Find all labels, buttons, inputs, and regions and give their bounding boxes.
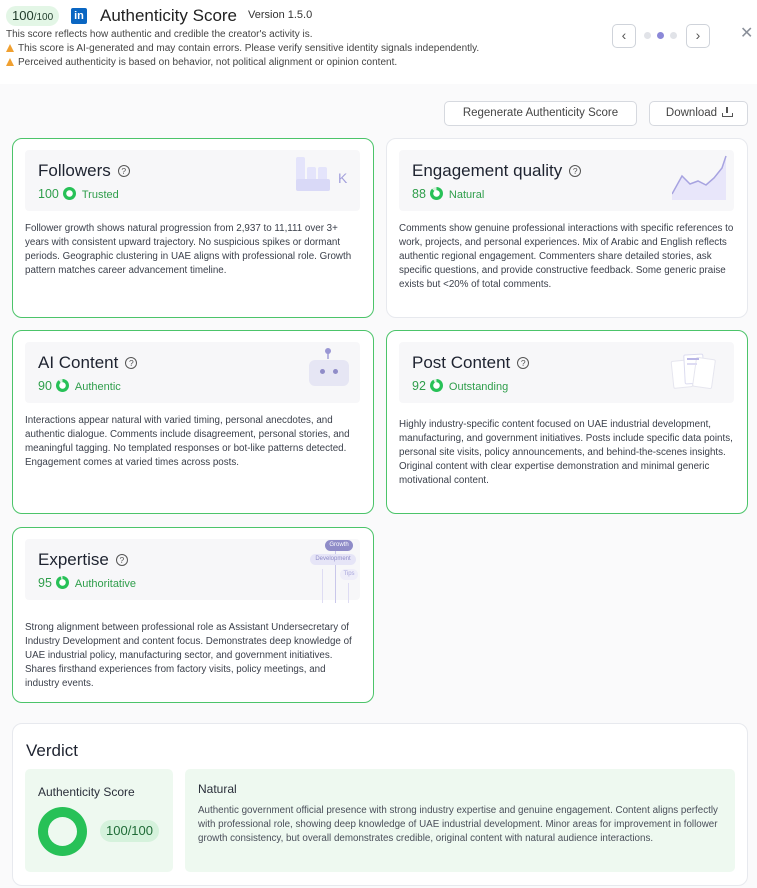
- card-header: [399, 342, 734, 403]
- card-score: [38, 187, 119, 202]
- robot-icon: [304, 350, 354, 388]
- pager-dot-2-active[interactable]: [657, 32, 664, 39]
- card-title-text: Post Content: [412, 353, 511, 372]
- score-description: This score reflects how authentic and credible the creator's activity is.: [6, 29, 313, 40]
- warning-text-2: Perceived authenticity is based on behavior, not political alignment or opinion content.: [18, 57, 398, 68]
- card-description: Comments show genuine professional interactions with specific references to work, projects, and personal experiences. Mix of Arabic and English reflects authentic regional engagement. Commenters share detailed stories, ask specific questions, and provide constructive feedback. Some generic praise exists but <20% of total comments.: [399, 223, 734, 290]
- card-score: [38, 576, 136, 591]
- verdict-score-value: 100/100: [100, 820, 159, 842]
- score-badge: Natural: [448, 189, 485, 201]
- card-title: [412, 161, 581, 181]
- header-score-pill: [6, 6, 59, 26]
- download-label: Download: [665, 107, 718, 119]
- card-description: Highly industry-specific content focused on UAE industrial development, manufacturing, and government initiatives. Posts include specific data points, personal site visits, policy announcements, and behind-the-scenes insights. Original content with clear expertise demonstration and minimal generic motivational content.: [399, 419, 733, 486]
- card-title: [38, 161, 130, 181]
- chevron-left-icon[interactable]: ‹: [612, 24, 636, 48]
- score-value: 100: [38, 187, 59, 201]
- card-header: [25, 539, 360, 600]
- score-value: 92: [412, 379, 426, 393]
- documents-illustration: [672, 352, 722, 396]
- score-badge: Outstanding: [448, 381, 509, 393]
- chevron-right-icon[interactable]: ›: [686, 24, 710, 48]
- help-icon[interactable]: ?: [125, 357, 137, 369]
- header-score-max: /100: [33, 12, 54, 23]
- download-button[interactable]: [649, 101, 748, 126]
- score-value: 95: [38, 576, 52, 590]
- card-score: [38, 379, 121, 394]
- growth-tag: Growth: [325, 540, 353, 551]
- followers-illustration: [296, 157, 356, 197]
- followers-card: [12, 138, 374, 318]
- help-icon[interactable]: ?: [116, 554, 128, 566]
- verdict-section: [12, 723, 748, 886]
- warning-line-1: [6, 42, 479, 55]
- verdict-score-label: Authenticity Score: [38, 785, 135, 799]
- warning-line-2: [6, 56, 397, 69]
- verdict-heading: Natural: [198, 782, 237, 796]
- score-ring-icon: [56, 379, 69, 392]
- pager-dot-3[interactable]: [670, 32, 677, 39]
- warning-icon: [6, 44, 14, 52]
- header-score: 100: [12, 8, 34, 23]
- card-score: [412, 187, 484, 202]
- page-title: Authenticity Score: [100, 6, 238, 25]
- expertise-illustration: [298, 539, 358, 603]
- warning-icon: [6, 58, 14, 66]
- card-title-text: Expertise: [38, 550, 109, 569]
- card-title: [38, 550, 128, 570]
- expertise-card: [12, 527, 374, 703]
- card-header: [399, 150, 734, 211]
- post-content-card: [386, 330, 748, 514]
- help-icon[interactable]: ?: [118, 165, 130, 177]
- verdict-title: Verdict: [26, 741, 78, 760]
- tips-tag: Tips: [340, 569, 358, 580]
- linkedin-logo-icon: in: [71, 8, 87, 24]
- help-icon[interactable]: ?: [569, 165, 581, 177]
- score-ring-icon: [430, 187, 443, 200]
- card-title-text: Engagement quality: [412, 161, 563, 180]
- version-label: Version 1.5.0: [248, 9, 313, 21]
- score-ring-icon: [63, 187, 76, 200]
- close-icon[interactable]: ✕: [740, 25, 754, 42]
- help-icon[interactable]: ?: [517, 357, 529, 369]
- card-description: Strong alignment between professional role as Assistant Undersecretary of Industry Development and content focus. Demonstrates deep knowledge of UAE industrial policy, manufacturing sector, and government initiatives. Shares firsthand experiences from factory visits, policy meetings, and industry events.: [25, 622, 352, 689]
- card-title-text: AI Content: [38, 353, 119, 372]
- score-ring-icon: [430, 379, 443, 392]
- illustration-letter: K: [338, 170, 348, 186]
- score-badge: Trusted: [81, 189, 119, 201]
- ai-content-card: [12, 330, 374, 514]
- score-badge: Authoritative: [74, 578, 137, 590]
- card-score: [412, 379, 508, 394]
- verdict-description: Authentic government official presence with strong industry expertise and genuine engagement. Content aligns perfectly with professional role, showing deep knowledge of UAE industrial development. Minor areas for improvement in follower growth consistency, but overall demonstrates credible, original content with natural audience interactions.: [198, 805, 718, 844]
- download-icon: [722, 107, 731, 117]
- card-description: Interactions appear natural with varied timing, personal anecdotes, and authentic dialogue. Comments include disagreement, personal stories, and meaningful tagging. No templated responses or bot-like patterns detected. Engagement comes at varied times across posts.: [25, 415, 350, 468]
- card-header: [25, 150, 360, 211]
- card-description: Follower growth shows natural progression from 2,937 to 11,111 over 3+ years with consistent upward trajectory. No suspicious spikes or dormant periods. Geographic clustering in UAE aligns with professional role. Growth pattern matches career advancement timeline.: [25, 223, 352, 276]
- pager-dot-1[interactable]: [644, 32, 651, 39]
- card-header: [25, 342, 360, 403]
- card-pager: [612, 24, 710, 48]
- card-title-text: Followers: [38, 161, 111, 180]
- score-badge: Authentic: [74, 381, 121, 393]
- score-value: 90: [38, 379, 52, 393]
- regenerate-score-button[interactable]: Regenerate Authenticity Score: [444, 101, 637, 126]
- card-title: [412, 353, 529, 373]
- verdict-score-box: [25, 769, 173, 872]
- warning-text-1: This score is AI-generated and may contain errors. Please verify sensitive identity signals independently.: [18, 43, 480, 54]
- score-ring-icon: [56, 576, 69, 589]
- score-donut-icon: [38, 807, 87, 856]
- header: [0, 0, 757, 76]
- card-title: [38, 353, 137, 373]
- verdict-text-box: [185, 769, 735, 872]
- development-tag: Development: [310, 554, 356, 565]
- engagement-quality-card: [386, 138, 748, 318]
- score-value: 88: [412, 187, 426, 201]
- engagement-chart-illustration: [672, 154, 728, 200]
